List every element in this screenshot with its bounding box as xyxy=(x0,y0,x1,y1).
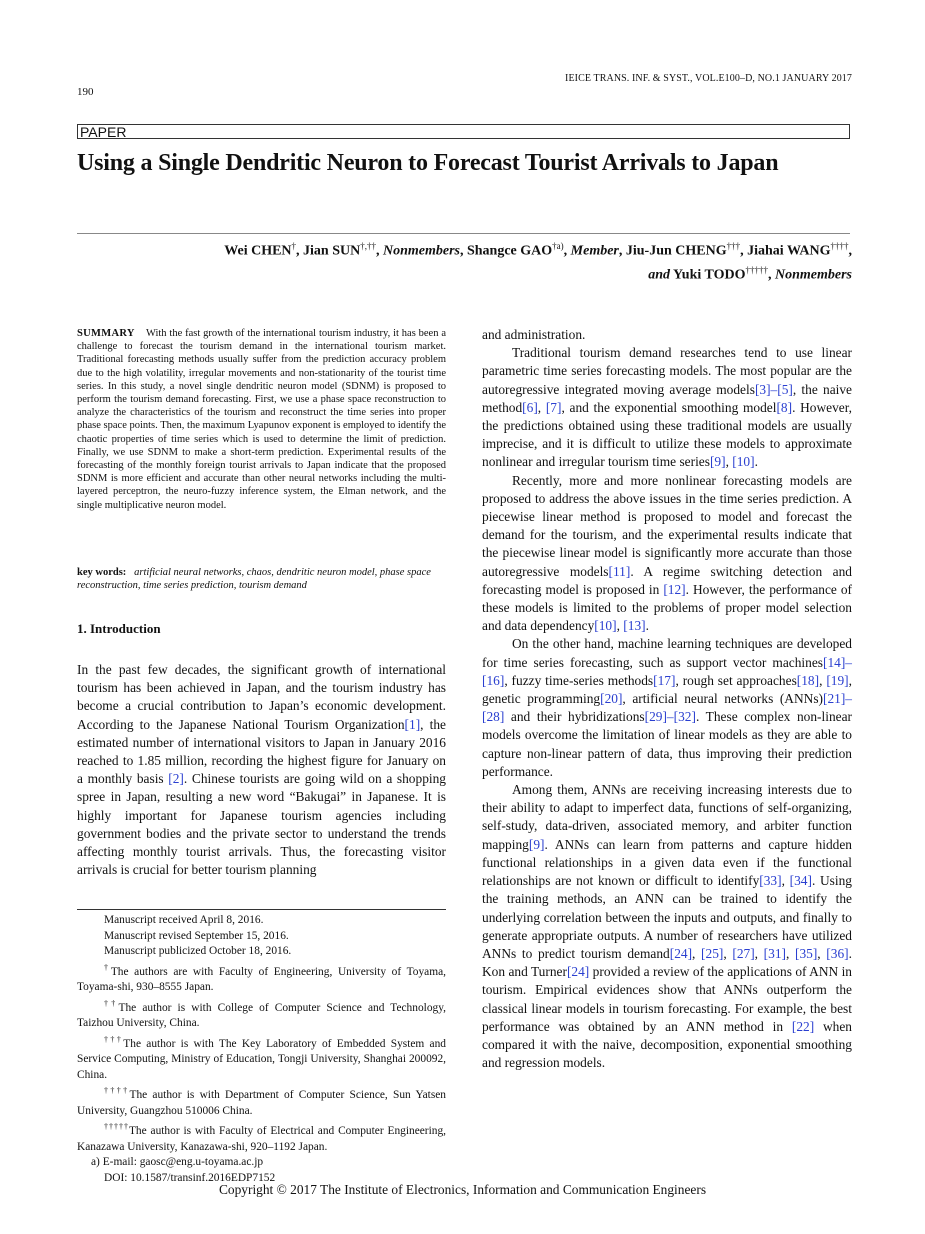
citation-link[interactable]: [24] xyxy=(566,964,590,980)
author-list xyxy=(92,237,852,284)
text-run: and their hybridizations xyxy=(504,709,645,725)
author: Jian SUN xyxy=(303,243,361,259)
text-run: Among them, ANNs are receiving increasing interests due to their ability to adapt to imperfect data, functions of self-organizing, self-study, data-driven, associated memory, and arbiter function mapping xyxy=(482,782,852,852)
right-column xyxy=(482,326,852,1072)
footnote-affiliation: †The authors are with Faculty of Engineering, University of Toyama, Toyama-shi, 930–8555 Japan. xyxy=(77,962,446,994)
paper-title: Using a Single Dendritic Neuron to Forecast Tourist Arrivals to Japan xyxy=(77,150,779,176)
author: Jiu-Jun CHENG xyxy=(625,243,727,259)
paragraph xyxy=(482,472,852,636)
copyright-footer: Copyright © 2017 The Institute of Electronics, Information and Communication Engineers xyxy=(218,1182,707,1197)
citation-link[interactable]: [27] xyxy=(732,945,755,961)
text-run: , xyxy=(692,945,702,961)
citation-link[interactable]: [13] xyxy=(623,618,646,634)
paragraph xyxy=(482,635,852,781)
text-run: , fuzzy time-series methods xyxy=(504,672,654,688)
footnote-revised: Manuscript revised September 15, 2016. xyxy=(104,929,289,942)
membership: Nonmembers xyxy=(382,243,460,259)
paper-type-label: PAPER xyxy=(80,124,127,140)
page-number: 190 xyxy=(77,86,94,98)
text-run: , xyxy=(725,454,733,470)
abstract-label: SUMMARY xyxy=(77,328,135,339)
text-run: . xyxy=(754,454,758,470)
keywords xyxy=(77,566,446,592)
text-run: . However, the predictions obtained using these traditional models are usually imprecise, and it is difficult to utilize these models to approximate nonlinear and irregular tourism time series xyxy=(482,399,852,470)
text-run: , rough set approaches xyxy=(675,672,797,688)
keywords-label: key words: xyxy=(77,567,127,578)
text-run: , xyxy=(616,618,624,634)
citation-link[interactable]: [35] xyxy=(794,945,818,961)
paragraph xyxy=(482,781,852,1072)
text-run: , xyxy=(781,873,790,889)
citation-link[interactable]: [25] xyxy=(701,945,724,961)
text-run: , the naive method xyxy=(482,381,852,415)
text-run: , xyxy=(819,672,827,688)
abstract-text: With the fast growth of the international tourism industry, it has been a challenge to forecast the tourism demand in the international tourism market. Traditional forecasting methods usually suffer from the prediction accuracy problem due to the high volatility, irregular movements and non-stationarity of the tourist time series. In this study, a novel single dendritic neuron model (SDNM) is proposed to perform the tourism demand forecasting. First, we use a phase space reconstruction to analyze the characteristics of the tourism and reconstruct the time series into proper phase space points. Then, the maximum Lyapunov exponent is employed to identify the chaotic properties of time series which is used to determine the limit of prediction. Finally, we use SDNM to make a short-term prediction. Experimental results of the forecasting of the monthly foreign tourist arrivals to Japan indicate that the proposed SDNM is more efficient and accurate than other neural networks including the multi-layered perceptron, the neuro-fuzzy inference system, the Elman network, and the single multiplicative neuron model. xyxy=(77,328,446,511)
citation-link[interactable]: [24] xyxy=(669,945,693,961)
author: Shangce GAO xyxy=(466,243,553,259)
text-run: , and the exponential smoothing model xyxy=(561,399,777,415)
citation-link[interactable]: [20] xyxy=(600,691,623,707)
citation-link[interactable]: [14]–[16] xyxy=(482,654,852,688)
citation-link[interactable]: [19] xyxy=(826,672,849,688)
citation-link[interactable]: [31] xyxy=(763,945,786,961)
author-line-2: and Yuki TODO†††††, Nonmembers xyxy=(648,264,852,283)
text-run: when compared it with the naive, decomposition, exponential smoothing and regression models. xyxy=(482,1018,852,1071)
footnote-affiliation: ††††The author is with Department of Computer Science, Sun Yatsen University, Guangzhou 510006 China. xyxy=(77,1086,447,1117)
citation-link[interactable]: [10] xyxy=(732,454,755,470)
text-run: . A regime switching detection and forecasting model is proposed in xyxy=(482,563,852,597)
footnote-affiliation: †††The author is with The Key Laboratory of Embedded System and Service Computing, Ministry of Education, Tongji University, Shanghai 200092, China. xyxy=(77,1034,447,1081)
citation-link[interactable]: [6] xyxy=(522,399,538,415)
footnotes xyxy=(77,913,446,1186)
citation-link[interactable]: [33] xyxy=(759,873,782,889)
citation-link[interactable]: [3]–[5] xyxy=(754,381,793,397)
intro-paragraph: In the past few decades, the significant growth of international tourism has been achieved in Japan, and the tourism industry has become a crucial contribution to Japan’s economic development. According to the Japanese National Tourism Organization[1], the estimated number of international visitors to Japan in January 2016 reached to 1.85 million, recording the highest figure for January on a monthly basis [2]. Chinese tourists are going wild on a shopping spree in Japan, resulting a new word “Bakugai” in Japanese. It is highly important for Japanese tourism agencies including government bodies and the private sector to understand the trends affecting monthly tourist arrivals. Thus, the forecasting visitor arrivals is crucial for better tourism planning xyxy=(77,662,446,878)
citation-link[interactable]: [9] xyxy=(709,454,726,470)
author: Jiahai WANG xyxy=(747,243,831,259)
citation-link[interactable]: [1] xyxy=(404,716,421,732)
paragraph xyxy=(482,344,852,471)
text-run: , xyxy=(723,945,733,961)
title-divider xyxy=(77,233,850,234)
author: Wei CHEN xyxy=(224,243,292,259)
footnote-divider xyxy=(77,909,446,910)
text-run: . Using the training methods, an ANN can be trained to identify the underlying correlation between the inputs and outputs, and finally to generate appropriate outputs. A number of researchers have utilized ANNs to predict tourism demand xyxy=(482,873,852,961)
paper-type-box xyxy=(77,124,850,139)
citation-link[interactable]: [18] xyxy=(796,672,820,688)
text-run: , xyxy=(817,945,827,961)
keywords-text: artificial neural networks, chaos, dendritic neuron model, phase space reconstruction, time series prediction, tourism demand xyxy=(77,567,431,592)
text-run: . ANNs can learn from patterns and capture hidden functional relationships in a given data even if the functional relationships are not known or difficult to identify xyxy=(482,836,852,889)
abstract xyxy=(77,327,446,512)
text-run: , xyxy=(754,945,764,961)
paragraph: and administration. xyxy=(482,327,586,342)
text-run: , genetic programming xyxy=(482,672,852,707)
footnote-publicized: Manuscript publicized October 18, 2016. xyxy=(104,945,292,958)
author-line-1: Wei CHEN†, Jian SUN†,††, Nonmembers, Shangce GAO$^{\dagger a)}$, Member, Jiu-Jun CHENG†††, Jiahai WANG††††, xyxy=(224,241,852,259)
text-run: Recently, more and more nonlinear forecasting models are proposed to address the above issues in the time series prediction. A piecewise linear method is proposed to model and forecast the demand for the tourism, and the experimental results indicate that the piecewise linear model is significantly more accurate than those autoregressive models xyxy=(482,472,852,579)
citation-link[interactable]: [22] xyxy=(791,1018,815,1034)
text-run: , artificial neural networks (ANNs) xyxy=(622,691,823,707)
citation-link[interactable]: [8] xyxy=(776,399,793,415)
citation-link[interactable]: [29]–[32] xyxy=(644,709,696,725)
citation-link[interactable]: [21]–[28] xyxy=(482,691,853,725)
citation-link[interactable]: [2] xyxy=(168,771,184,787)
text-run: . These complex non-linear models overcome the limitation of linear models as they are able to capture non-linear pattern of data, thus improving their prediction performance. xyxy=(482,709,852,779)
membership: Member xyxy=(570,243,619,259)
membership: Nonmembers xyxy=(775,267,852,283)
text-run: On the other hand, machine learning techniques are developed for time series forecasting, such as support vector machines xyxy=(482,636,852,670)
section-heading: 1. Introduction xyxy=(77,621,161,636)
citation-link[interactable]: [11] xyxy=(608,563,631,579)
journal-header: IEICE TRANS. INF. & SYST., VOL.E100–D, NO.1 JANUARY 2017 xyxy=(565,73,852,84)
citation-link[interactable]: [7] xyxy=(545,399,562,415)
citation-link[interactable]: [36] xyxy=(826,945,849,961)
citation-link[interactable]: [34] xyxy=(789,873,812,889)
footnote-affiliation: †††††The author is with Faculty of Electrical and Computer Engineering, Kanazawa University, Kanazawa-shi, 920–1192 Japan. xyxy=(77,1122,447,1153)
citation-link[interactable]: [17] xyxy=(653,672,676,688)
text-run: . However, the performance of these models is limited to the problems of proper model selection and data dependency xyxy=(482,581,852,634)
footnote-affiliation: ††The author is with College of Computer Science and Technology, Taizhou University, China. xyxy=(77,998,447,1030)
footnote-received: Manuscript received April 8, 2016. xyxy=(104,914,264,926)
text-run: . xyxy=(645,618,649,634)
footnote-email: a) E-mail: gaosc@eng.u-toyama.ac.jp xyxy=(91,1156,264,1169)
citation-link[interactable]: [9] xyxy=(528,836,545,852)
text-run: provided a review of the applications of ANN in tourism. Empirical evidences show that ANNs outperform the classical linear models in tourism forecasting. For example, the best performance was obtained by an ANN method in xyxy=(482,964,852,1034)
citation-link[interactable]: [10] xyxy=(594,618,617,634)
text-run: . Kon and Turner xyxy=(482,945,852,980)
text-run: Traditional tourism demand researches tend to use linear parametric time series forecasting models. The most popular are the autoregressive integrated moving average models xyxy=(482,345,852,397)
text-run: , xyxy=(537,399,546,415)
footnote-doi: DOI: 10.1587/transinf.2016EDP7152 xyxy=(104,1171,276,1184)
citation-link[interactable]: [12] xyxy=(663,581,686,597)
text-run: , xyxy=(785,945,795,961)
author: Yuki TODO xyxy=(672,267,746,283)
